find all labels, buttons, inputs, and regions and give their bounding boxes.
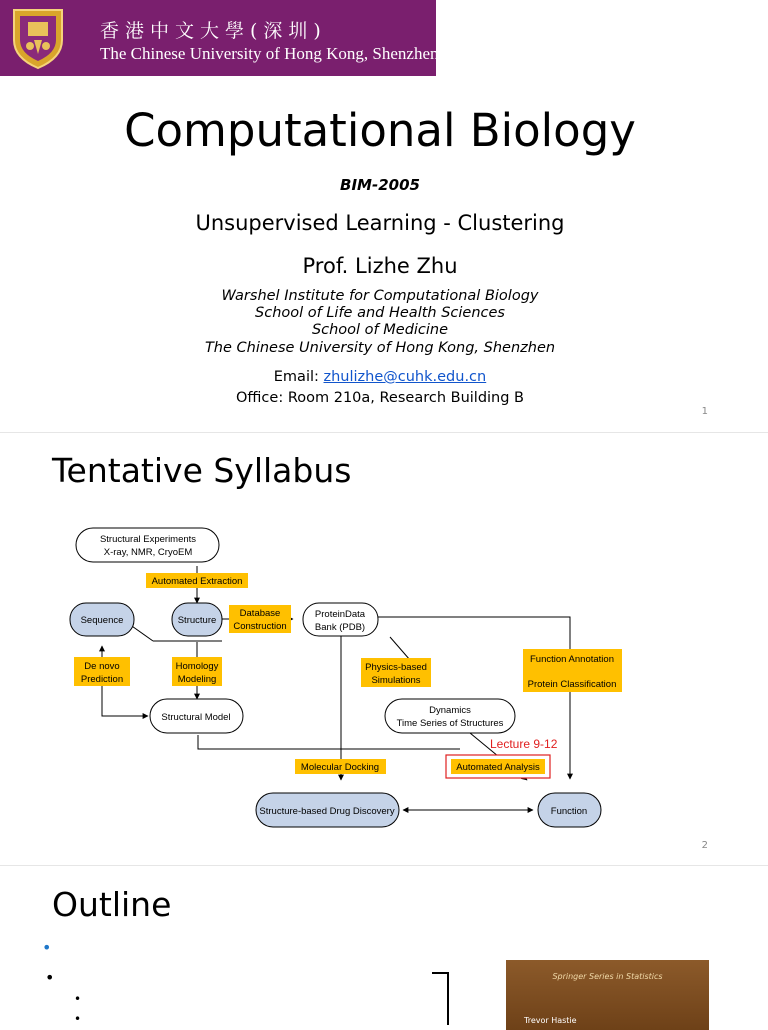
page-number: 2 [701, 840, 708, 851]
bullet-point: • [42, 938, 52, 957]
university-crest-icon [8, 6, 68, 70]
node-label: Structural Experiments [99, 534, 197, 545]
bullet-point: • [45, 968, 55, 987]
lecture-annotation: Lecture 9-12 [490, 737, 558, 751]
email-line [0, 369, 760, 385]
tag-label: Protein Classification [527, 679, 617, 690]
node-label: Structure-based Drug Discovery [259, 806, 395, 817]
tag-label: Prediction [80, 674, 124, 685]
sub-bullet-point: • [74, 992, 82, 1006]
bracket-icon [428, 970, 454, 1025]
node-label: Structure [177, 615, 217, 626]
node-label: Function [550, 806, 588, 817]
course-title: Computational Biology [124, 104, 636, 157]
university-english-name: The Chinese University of Hong Kong, Shenzhen [100, 44, 439, 63]
outline-slide [0, 865, 768, 1025]
tag-label: Simulations [371, 675, 421, 686]
title-slide [0, 0, 768, 432]
node-label: Time Series of Structures [396, 718, 504, 729]
textbook-cover [506, 960, 709, 1030]
syllabus-slide [0, 432, 768, 866]
node-label: ProteinData [314, 609, 366, 620]
sub-bullet-point: • [74, 1012, 82, 1026]
book-series: Springer Series in Statistics [552, 972, 663, 981]
tag-label: Molecular Docking [300, 762, 380, 773]
affiliation-line: The Chinese University of Hong Kong, Shenzhen [204, 340, 556, 356]
affiliation-line: School of Medicine [311, 322, 449, 338]
tag-label: Construction [233, 621, 287, 632]
affiliation-line: Warshel Institute for Computational Biology [221, 288, 539, 304]
node-label: Sequence [80, 615, 124, 626]
node-label: X-ray, NMR, CryoEM [103, 547, 193, 558]
node-label: Structural Model [161, 712, 231, 723]
tag-label: De novo [84, 661, 120, 672]
course-code: BIM-2005 [340, 176, 420, 194]
tag-label: Modeling [177, 674, 217, 685]
tag-label: Automated Extraction [151, 576, 243, 587]
slide-title: Tentative Syllabus [52, 451, 352, 490]
page-number: 1 [701, 406, 708, 417]
lecture-subtitle: Unsupervised Learning - Clustering [195, 211, 565, 235]
tag-label: Automated Analysis [456, 762, 540, 773]
tag-label: Physics-based [365, 662, 427, 673]
professor-name: Prof. Lizhe Zhu [302, 254, 458, 278]
tag-label: Homology [175, 661, 219, 672]
tag-label: Function Annotation [530, 654, 614, 665]
syllabus-flow-diagram [60, 517, 630, 847]
node-label: Dynamics [429, 705, 471, 716]
university-banner [0, 0, 439, 76]
node-label: Bank (PDB) [314, 622, 366, 633]
office-line: Office: Room 210a, Research Building B [236, 390, 524, 406]
slide-title: Outline [52, 885, 172, 924]
university-chinese-name: 香港中文大學(深圳) [100, 20, 327, 42]
tag-label: Database [239, 608, 281, 619]
book-author: Trevor Hastie [524, 1016, 577, 1025]
affiliation-line: School of Life and Health Sciences [255, 305, 505, 321]
email-link[interactable]: zhulizhe@cuhk.edu.cn [323, 369, 487, 385]
email-label: Email: [273, 369, 324, 385]
